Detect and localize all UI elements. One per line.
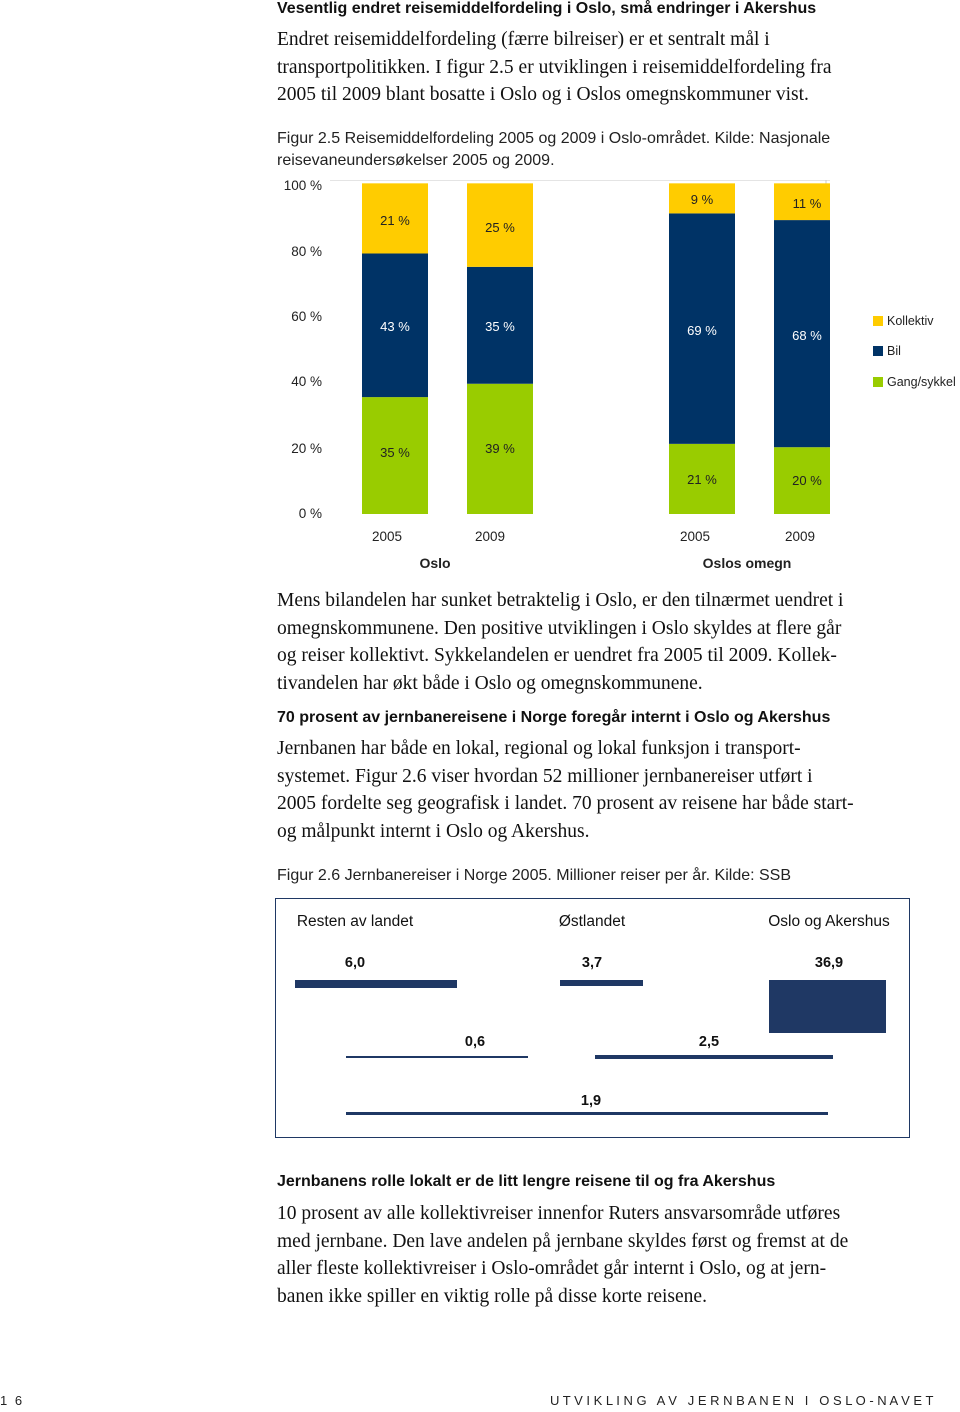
x-tick-label: 2005 [371, 529, 403, 544]
within-bar-oslo-akershus [769, 980, 886, 1033]
y-tick-label: 0 % [298, 506, 322, 521]
flow-line-resten-oslo [346, 1112, 828, 1115]
group-label-oslo: Oslo [419, 555, 451, 571]
bar-data-label: 35 % [380, 445, 410, 460]
within-bar-ostlandet [560, 980, 643, 986]
legend-label: Kollektiv [887, 314, 934, 328]
x-tick-label: 2005 [679, 529, 711, 544]
bar-data-label: 25 % [485, 220, 515, 235]
page-number: 1 6 [0, 1393, 25, 1408]
figure-2-5-caption [277, 128, 830, 172]
between-value: 0,6 [464, 1034, 486, 1050]
paragraph-line: Endret reisemiddelfordeling (færre bilreiser) er et sentralt mål i [277, 29, 770, 50]
y-tick-label: 20 % [291, 441, 322, 456]
running-title: U T V I K L I N G A V J E R N B A N E N I O S L O - N A V E T [550, 1393, 934, 1408]
paragraph-line: aller fleste kollektivreiser i Oslo-området går internt i Oslo, og at jern- [277, 1258, 827, 1279]
bar-data-label: 68 % [792, 328, 822, 343]
paragraph-line: 10 prosent av alle kollektivreiser innenfor Ruters ansvarsområde utføres [277, 1203, 841, 1224]
caption-line: reisevaneundersøkelser 2005 og 2009. [277, 152, 555, 169]
legend-swatch [873, 316, 883, 326]
within-bar-resten [295, 980, 457, 988]
section3-paragraph [277, 1200, 917, 1310]
caption-line: Figur 2.5 Reisemiddelfordeling 2005 og 2009 i Oslo-området. Kilde: Nasjonale [277, 130, 831, 147]
within-value: 6,0 [344, 955, 366, 971]
bar-data-label: 69 % [687, 323, 717, 338]
paragraph-line: og reiser kollektivt. Sykkelandelen er uendret fra 2005 til 2009. Kollek- [277, 645, 837, 666]
bar-data-label: 43 % [380, 319, 410, 334]
group-label-oslos-omegn: Oslos omegn [702, 555, 792, 571]
figure-2-6-caption: Figur 2.6 Jernbanereiser i Norge 2005. Millioner reiser per år. Kilde: SSB [277, 867, 792, 884]
paragraph-line: Jernbanen har både en lokal, regional og lokal funksjon i transport- [277, 738, 801, 759]
y-tick-label: 100 % [283, 178, 322, 193]
between-value: 2,5 [698, 1034, 720, 1050]
section-heading-1: Vesentlig endret reisemiddelfordeling i Oslo, små endringer i Akershus [277, 0, 817, 17]
region-label: Oslo og Akershus [768, 913, 890, 930]
paragraph-line: tivandelen har økt både i Oslo og omegnskommunene. [277, 672, 703, 694]
bar-data-label: 20 % [792, 473, 822, 488]
rail-flow-diagram [276, 970, 908, 1136]
section-heading-2: 70 prosent av jernbanereisene i Norge foregår internt i Oslo og Akershus [277, 709, 831, 726]
within-value: 36,9 [814, 955, 844, 971]
region-label: Østlandet [558, 913, 626, 930]
paragraph-line: omegnskommunene. Den positive utviklingen i Oslo skyldes at flere går [277, 617, 842, 639]
paragraph-line: systemet. Figur 2.6 viser hvordan 52 millioner jernbanereiser utført i [277, 765, 813, 787]
bar-data-label: 21 % [687, 472, 717, 487]
legend-item-gang-sykkel [873, 375, 956, 389]
x-tick-label: 2009 [474, 529, 506, 544]
stacked-bars [362, 183, 830, 514]
section2-paragraph [277, 735, 917, 845]
bar-data-label: 11 % [792, 196, 822, 211]
bar-data-label: 35 % [485, 319, 515, 334]
legend-label: Gang/sykkel [887, 375, 956, 389]
region-label: Resten av landet [296, 913, 414, 930]
paragraph-line: Mens bilandelen har sunket betraktelig i Oslo, er den tilnærmet uendret i [277, 590, 844, 611]
flow-line-ostlandet-oslo [595, 1055, 833, 1059]
legend-swatch [873, 377, 883, 387]
paragraph-line: transportpolitikken. I figur 2.5 er utviklingen i reisemiddelfordeling fra [277, 56, 832, 78]
within-value: 3,7 [581, 955, 603, 971]
paragraph-line: og målpunkt internt i Oslo og Akershus. [277, 820, 590, 842]
y-tick-label: 60 % [291, 309, 322, 324]
legend-item-kollektiv [873, 314, 934, 328]
legend-item-bil [873, 344, 901, 358]
paragraph-line: 2005 til 2009 blant bosatte i Oslo og i Oslos omegnskommuner vist. [277, 84, 809, 105]
paragraph-line: 2005 fordelte seg geografisk i landet. 70 prosent av reisene har både start- [277, 793, 854, 814]
section1-paragraph [277, 26, 917, 109]
y-tick-label: 40 % [291, 374, 322, 389]
bar-data-label: 21 % [380, 213, 410, 228]
between-value: 1,9 [580, 1093, 602, 1109]
bar-data-label: 39 % [485, 441, 515, 456]
flow-line-resten-ostlandet [346, 1056, 528, 1058]
mode-share-chart [330, 180, 830, 520]
section-heading-3: Jernbanens rolle lokalt er de litt lengre reisene til og fra Akershus [277, 1173, 776, 1190]
bar-data-label: 9 % [690, 192, 714, 207]
paragraph-line: med jernbane. Den lave andelen på jernbane skyldes først og fremst at de [277, 1230, 849, 1252]
legend-label: Bil [887, 344, 901, 358]
y-tick-label: 80 % [291, 244, 322, 259]
x-tick-label: 2009 [784, 529, 816, 544]
legend-swatch [873, 346, 883, 356]
paragraph-line: banen ikke spiller en viktig rolle på disse korte reisene. [277, 1285, 707, 1307]
paragraph-2 [277, 587, 917, 697]
